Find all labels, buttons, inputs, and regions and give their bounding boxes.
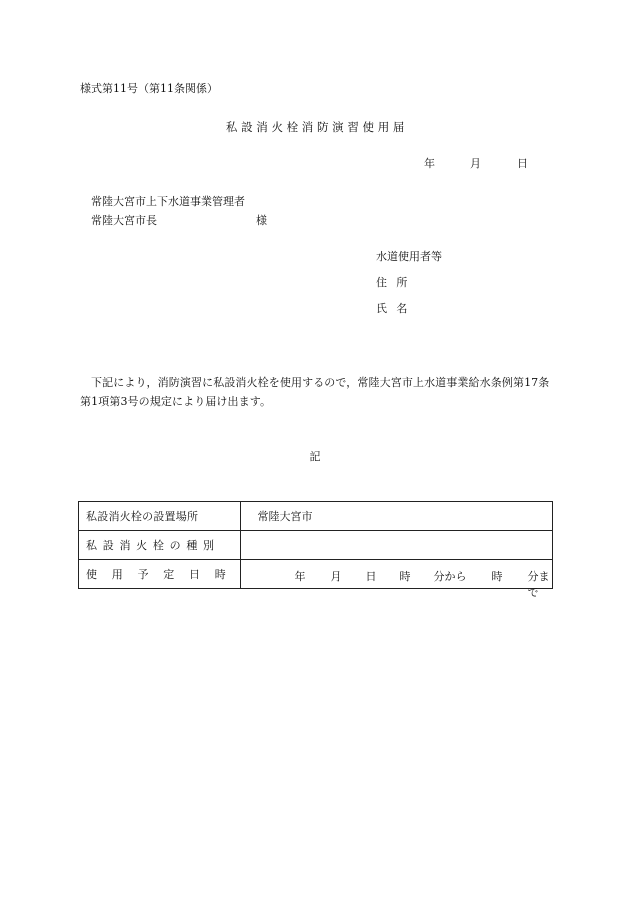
date-month-label: 月 — [470, 157, 481, 170]
date-line — [0, 155, 630, 169]
table-row — [79, 560, 553, 589]
row-label-datetime: 使用予定日時 — [79, 560, 241, 589]
document-title: 私設消火栓消防演習使用届 — [225, 120, 409, 134]
row-value-datetime — [241, 560, 553, 599]
datetime-hour-label: 時 — [399, 570, 411, 583]
row-label-location: 私設消火栓の設置場所 — [79, 502, 241, 531]
row-value-type — [241, 531, 553, 560]
datetime-day-label: 日 — [365, 570, 377, 583]
applicant-title: 水道使用者等 — [376, 250, 442, 263]
row-value-location: 常陸大宮市 — [241, 502, 553, 531]
date-year-label: 年 — [424, 157, 435, 170]
detail-table — [78, 501, 553, 599]
datetime-hour-end-label: 時 — [491, 570, 503, 583]
date-day-label: 日 — [517, 157, 528, 170]
form-number: 様式第11号（第11条関係） — [80, 82, 218, 95]
addressee-mayor: 常陸大宮市長 — [91, 214, 157, 227]
ki-heading: 記 — [309, 450, 321, 463]
applicant-address-row — [376, 274, 526, 288]
honorific: 様 — [256, 214, 267, 227]
applicant-address-label: 住所 — [376, 276, 417, 289]
addressee-manager: 常陸大宮市上下水道事業管理者 — [91, 195, 245, 208]
datetime-minute-from-label: 分から — [433, 570, 467, 583]
applicant-name-label: 氏名 — [376, 302, 417, 315]
table-row — [79, 531, 553, 560]
row-label-type: 私設消火栓の種別 — [79, 531, 241, 560]
datetime-year-label: 年 — [294, 570, 306, 583]
body-paragraph: 下記により，消防演習に私設消火栓を使用するので，常陸大宮市上水道事業給水条例第17条第1項第3号の規定により届け出ます。 — [80, 376, 550, 408]
applicant-name-row — [376, 300, 526, 314]
datetime-minute-until-label: 分まで — [527, 570, 550, 599]
table-row — [79, 502, 553, 531]
datetime-month-label: 月 — [330, 570, 342, 583]
